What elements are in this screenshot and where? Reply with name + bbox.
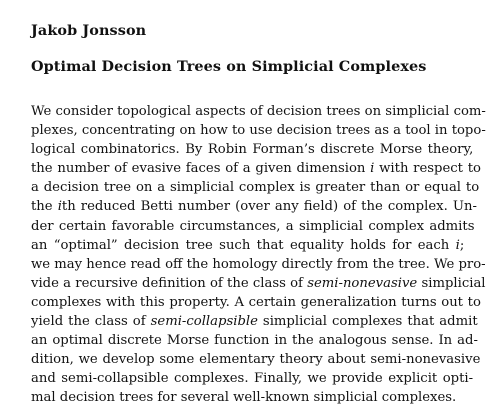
paper-page <box>31 22 486 408</box>
abstract <box>31 102 486 408</box>
abstract-line: an “optimal” decision tree such that equality holds for each i; <box>31 237 465 253</box>
abstract-line: and semi-collapsible complexes. Finally, we provide explicit opti- <box>31 371 474 387</box>
abstract-line: dition, we develop some elementary theory about semi-nonevasive <box>31 352 481 368</box>
abstract-line: a decision tree on a simplicial complex is greater than or equal to <box>31 180 480 196</box>
abstract-line: yield the class of semi-collapsible simplicial complexes that admit <box>31 314 478 330</box>
abstract-line: der certain favorable circumstances, a simplicial complex admits <box>31 218 475 234</box>
abstract-line: an optimal discrete Morse function in the analogous sense. In ad- <box>31 333 478 349</box>
term-semi-collapsible: semi-collapsible <box>150 314 258 330</box>
term-semi-nonevasive: semi-nonevasive <box>307 275 418 291</box>
abstract-line: the number of evasive faces of a given dimension i with respect to <box>31 161 481 177</box>
math-var-i: i <box>455 237 460 253</box>
abstract-line: We consider topological aspects of decision trees on simplicial com- <box>31 104 486 119</box>
math-var-i: i <box>370 161 375 177</box>
abstract-line: plexes, concentrating on how to use decision trees as a tool in topo- <box>31 123 486 139</box>
abstract-line: complexes with this property. A certain generalization turns out to <box>31 294 481 310</box>
math-var-i: i <box>57 199 62 215</box>
author-name: Jakob Jonsson <box>31 22 147 39</box>
abstract-line: logical combinatorics. By Robin Forman’s discrete Morse theory, <box>31 142 474 158</box>
abstract-line: we may hence read off the homology directly from the tree. We pro- <box>31 256 486 272</box>
abstract-line: vide a recursive definition of the class of semi-nonevasive simplicial <box>31 275 486 291</box>
abstract-line: mal decision trees for several well-known simplicial complexes. <box>31 390 457 406</box>
paper-title: Optimal Decision Trees on Simplicial Complexes <box>31 58 427 75</box>
abstract-line: the ith reduced Betti number (over any field) of the complex. Un- <box>31 199 477 215</box>
